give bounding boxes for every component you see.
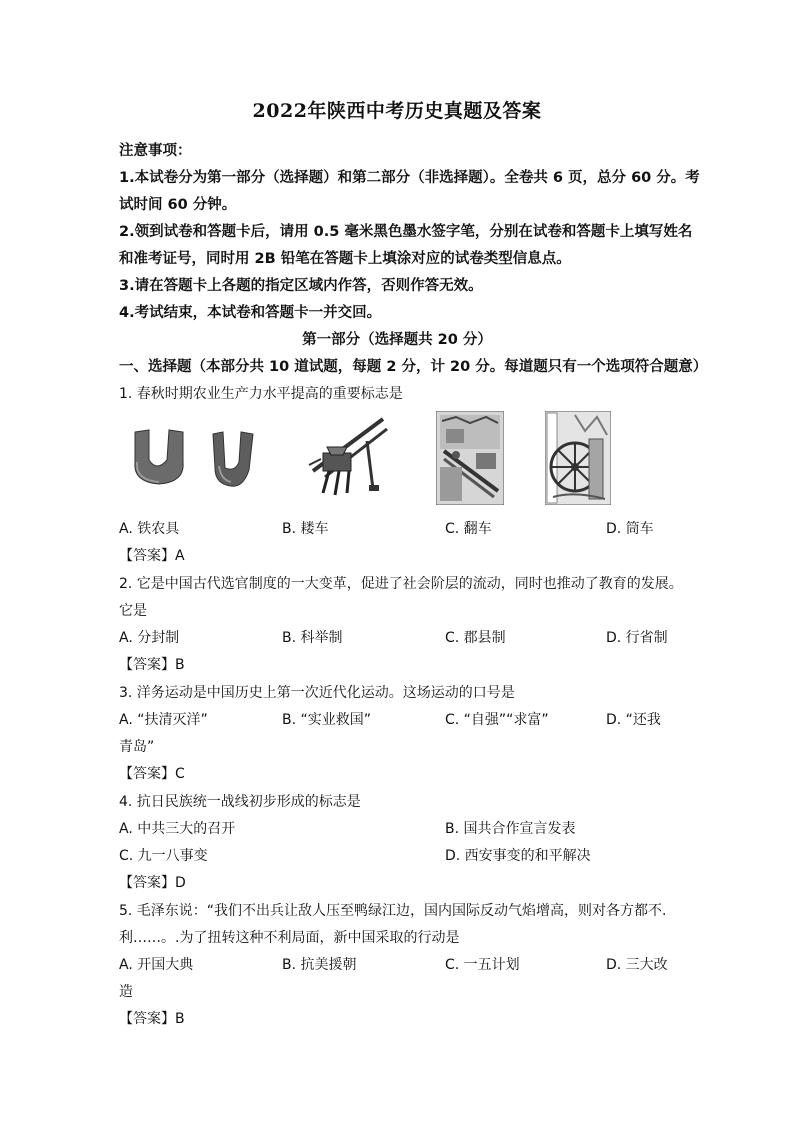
q2-option-b: B. 科举制 xyxy=(282,630,343,646)
question-2-stem-line-2: 它是 xyxy=(119,603,147,619)
q4-option-b: B. 国共合作宣言发表 xyxy=(445,821,576,837)
q4-option-d: D. 西安事变的和平解决 xyxy=(445,848,591,864)
q5-answer: 【答案】B xyxy=(119,1011,185,1027)
q3-option-b: B. “实业救国” xyxy=(282,712,372,728)
q2-option-d: D. 行省制 xyxy=(606,630,668,646)
water-wheel-image xyxy=(545,411,611,510)
q2-option-c: C. 郡县制 xyxy=(445,630,506,646)
q5-option-b: B. 抗美援朝 xyxy=(282,957,357,973)
q1-answer: 【答案】A xyxy=(119,548,185,564)
notice-item-2-line-2: 和准考证号，同时用 2B 铅笔在答题卡上填涂对应的试卷类型信息点。 xyxy=(119,251,571,267)
iron-tools-image xyxy=(127,422,267,495)
q3-option-a: A. “扶清灭洋” xyxy=(119,712,208,728)
notice-item-3: 3.请在答题卡上各题的指定区域内作答，否则作答无效。 xyxy=(119,278,483,294)
q3-option-d: D. “还我 xyxy=(606,712,661,728)
square-pallet-chain-pump-image xyxy=(436,411,504,510)
question-5-stem-line-1: 5. 毛泽东说：“我们不出兵让敌人压至鸭绿江边，国内国际反动气焰增高，则对各方都不. xyxy=(119,903,667,919)
q4-option-c: C. 九一八事变 xyxy=(119,848,208,864)
question-1-stem: 1. 春秋时期农业生产力水平提高的重要标志是 xyxy=(119,386,403,402)
q3-option-c: C. “自强”“求富” xyxy=(445,712,549,728)
notice-item-1-line-1: 1.本试卷分为第一部分（选择题）和第二部分（非选择题）。全卷共 6 页，总分 60 分。考 xyxy=(119,170,700,186)
q5-option-d-continued: 造 xyxy=(119,984,133,1000)
question-3-stem: 3. 洋务运动是中国历史上第一次近代化运动。这场运动的口号是 xyxy=(119,685,515,701)
question-4-stem: 4. 抗日民族统一战线初步形成的标志是 xyxy=(119,794,361,810)
notice-item-1-line-2: 试时间 60 分钟。 xyxy=(119,197,237,213)
q5-option-a: A. 开国大典 xyxy=(119,957,194,973)
q3-option-d-continued: 青岛” xyxy=(119,739,155,755)
part1-heading: 第一部分（选择题共 20 分） xyxy=(302,332,492,348)
q1-option-c: C. 翻车 xyxy=(445,521,492,537)
q5-option-c: C. 一五计划 xyxy=(445,957,520,973)
q5-option-d: D. 三大改 xyxy=(606,957,668,973)
q1-option-b: B. 耧车 xyxy=(282,521,329,537)
seed-drill-image xyxy=(303,411,389,506)
q4-option-a: A. 中共三大的召开 xyxy=(119,821,236,837)
q2-option-a: A. 分封制 xyxy=(119,630,180,646)
question-2-stem-line-1: 2. 它是中国古代选官制度的一大变革，促进了社会阶层的流动，同时也推动了教育的发展。 xyxy=(119,576,683,592)
question-5-stem-line-2: 利……。.为了扭转这种不利局面，新中国采取的行动是 xyxy=(119,930,460,946)
q2-answer: 【答案】B xyxy=(119,657,185,673)
q1-option-a: A. 铁农具 xyxy=(119,521,180,537)
notice-item-4: 4.考试结束，本试卷和答题卡一并交回。 xyxy=(119,305,382,321)
q3-answer: 【答案】C xyxy=(119,766,185,782)
notice-item-2-line-1: 2.领到试卷和答题卡后，请用 0.5 毫米黑色墨水签字笔，分别在试卷和答题卡上填写姓名 xyxy=(119,224,693,240)
section1-heading: 一、选择题（本部分共 10 道试题，每题 2 分，计 20 分。每道题只有一个选项符合题意） xyxy=(119,359,708,375)
notice-heading: 注意事项： xyxy=(119,143,192,159)
q4-answer: 【答案】D xyxy=(119,875,186,891)
page-title: 2022年陕西中考历史真题及答案 xyxy=(252,100,542,122)
q1-option-d: D. 筒车 xyxy=(606,521,654,537)
